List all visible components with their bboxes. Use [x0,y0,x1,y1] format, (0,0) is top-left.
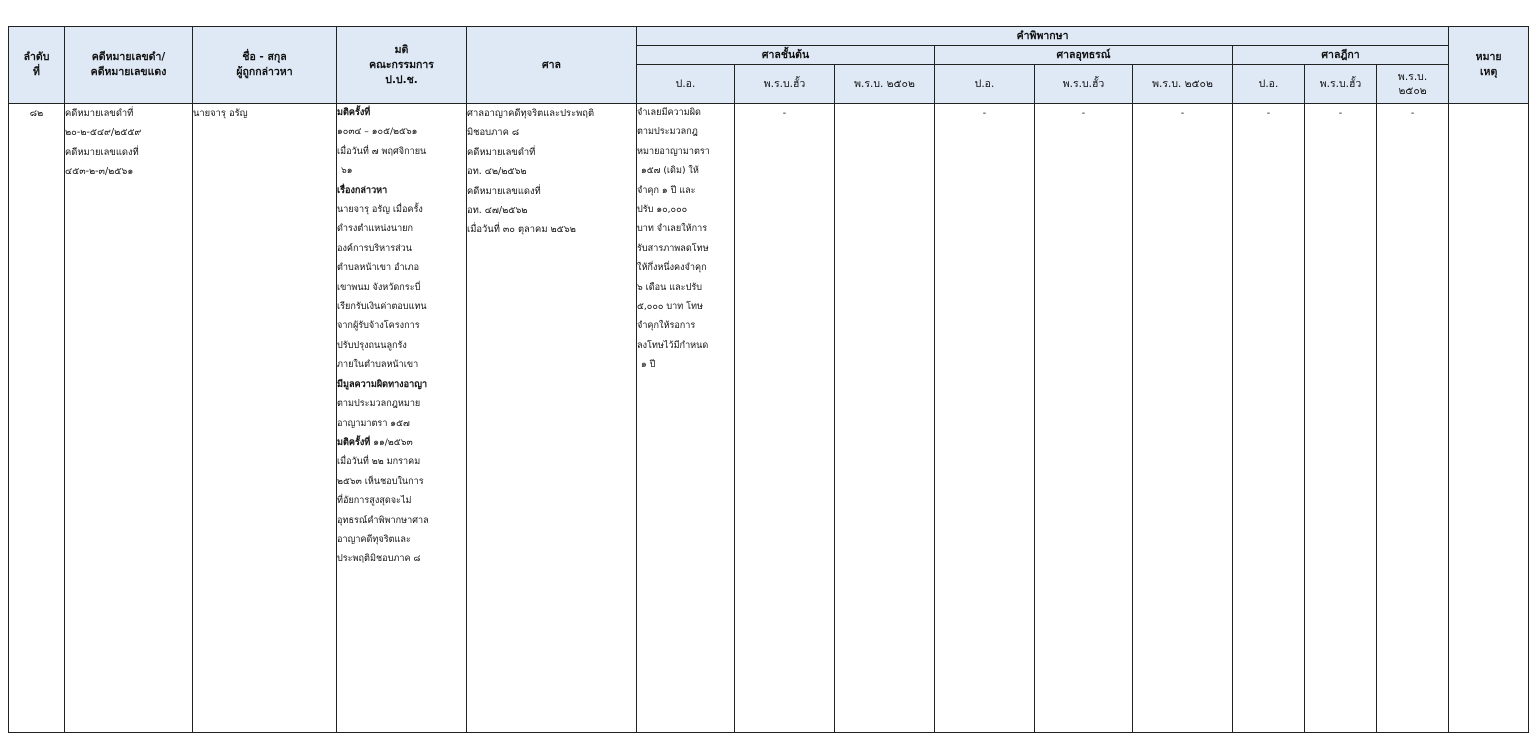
header-case-no: คดีหมายเลขดำ/ คดีหมายเลขแดง [65,27,193,104]
header-judgment: คำพิพากษา [637,27,1449,46]
cell-resolution: มติครั้งที่ ๑๐๓๔ – ๑๐๕/๒๕๖๑ เมื่อวันที่ ๗ พฤศจิกายน ๖๑ เรื่องกล่าวหา นายจารุ อรัญ เมื่อครั้ง ดำรงตำแหน่งนายก องค์การบริหารส่วน ตำบลหน้าเขา อำเภอ เขาพนม จังหวัดกระบี่ เรียกรับเงินค่าตอบแทน จากผู้รับจ้างโครงการ ปรับปรุงถนนลูกรัง ภายในตำบลหน้าเขา มีมูลความผิดทางอาญา ตามประมวลกฎหมาย อาญามาตรา ๑๕๗ มติครั้งที่ ๑๑/๒๕๖๓ เมื่อวันที่ ๒๒ มกราคม ๒๕๖๓ เห็นชอบในการ ที่อัยการสูงสุดจะไม่ อุทธรณ์คำพิพากษาศาล อาญาคดีทุจริตและ ประพฤติมิชอบภาค ๘ [337,104,467,733]
cell-remark [1449,104,1529,733]
cell-supreme-po: - [1233,104,1305,733]
header-supreme-act-2502: พ.ร.บ. ๒๕๐๒ [1377,65,1449,104]
header-first-bid-act: พ.ร.บ.ฮั้ว [735,65,835,104]
header-first-instance-court: ศาลชั้นต้น [637,46,935,65]
header-appeal-po: ป.อ. [935,65,1035,104]
header-first-po: ป.อ. [637,65,735,104]
cell-supreme-act-2502: - [1377,104,1449,733]
cell-no: ๘๒ [9,104,65,733]
cell-appeal-bid-act: - [1035,104,1133,733]
header-supreme-po: ป.อ. [1233,65,1305,104]
cell-court: ศาลอาญาคดีทุจริตและประพฤติ มิชอบภาค ๘ คดีหมายเลขดำที่ อท. ๔๒/๒๕๖๒ คดีหมายเลขแดงที่ อท. ๔๗/๒๕๖๒ เมื่อวันที่ ๓๐ ตุลาคม ๒๕๖๒ [467,104,637,733]
cell-first-po: จำเลยมีความผิด ตามประมวลกฎ หมายอาญามาตรา ๑๕๗ (เดิม) ให้ จำคุก ๑ ปี และ ปรับ ๑๐,๐๐๐ บาท จำเลยให้การ รับสารภาพลดโทษ ให้กึ่งหนึ่งคงจำคุก ๖ เดือน และปรับ ๕,๐๐๐ บาท โทษ จำคุกให้รอการ ลงโทษไว้มีกำหนด ๑ ปี [637,104,735,733]
cell-appeal-po: - [935,104,1035,733]
header-supreme-court: ศาลฎีกา [1233,46,1449,65]
cell-supreme-bid-act: - [1305,104,1377,733]
header-remark: หมาย เหตุ [1449,27,1529,104]
cell-first-bid-act: - [735,104,835,733]
header-supreme-bid-act: พ.ร.บ.ฮั้ว [1305,65,1377,104]
cell-appeal-act-2502: - [1133,104,1233,733]
header-resolution: มติ คณะกรรมการ ป.ป.ช. [337,27,467,104]
header-appeal-court: ศาลอุทธรณ์ [935,46,1233,65]
cell-accused: นายจารุ อรัญ [193,104,337,733]
header-no: ลำดับ ที่ [9,27,65,104]
header-court: ศาล [467,27,637,104]
header-appeal-bid-act: พ.ร.บ.ฮั้ว [1035,65,1133,104]
header-accused: ชื่อ - สกุล ผู้ถูกกล่าวหา [193,27,337,104]
header-first-act-2502: พ.ร.บ. ๒๕๐๒ [835,65,935,104]
cell-case-no: คดีหมายเลขดำที่ ๒๐-๒-๕๔๙/๒๕๕๙ คดีหมายเลขแดงที่ ๔๕๓-๒-๓/๒๕๖๑ [65,104,193,733]
table-row [9,104,1529,733]
cell-first-act-2502 [835,104,935,733]
header-appeal-act-2502: พ.ร.บ. ๒๕๐๒ [1133,65,1233,104]
judgment-table [8,26,1529,733]
